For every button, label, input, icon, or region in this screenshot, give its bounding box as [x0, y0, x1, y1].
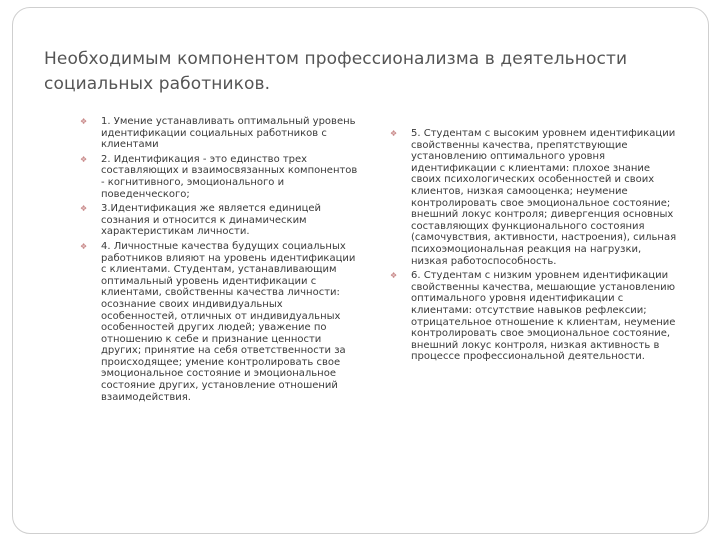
diamond-bullet-icon: ❖	[80, 117, 88, 126]
diamond-bullet-icon: ❖	[390, 271, 398, 281]
slide-title: Необходимым компонентом профессионализма в деятельности социальных работников.	[44, 49, 628, 94]
list-item	[80, 154, 360, 200]
list-item-text: 5. Студентам с высоким уровнем идентификации свойственны качества, препятствующие установлению оптимального уровня идентификации с клиентами: плохое знание своих психологических особенностей и своих клиентов, низкая самооценка; неумение контролировать свое эмоциональное состояние; внешний локус контроля; дивергенция основных составляющих функционального состояния (самочувствия, активности, настроения), сильная психоэмоциональная реакция на нагрузки, низкая работоспособность.	[411, 128, 677, 267]
diamond-bullet-icon: ❖	[80, 204, 88, 214]
list-item	[80, 116, 360, 151]
diamond-bullet-icon: ❖	[80, 241, 88, 251]
list-item-text: 4. Личностные качества будущих социальных работников влияют на уровень идентификации с клиентами. Студентам, устанавливающим оптимальный уровень идентификации с клиентами, свойственны качества личности: осознание своих индивидуальных особенностей, отличных от индивидуальных особенностей других людей; уважение по отношению к себе и признание ценности других; принятие на себя ответственности за происходящее; умение контролировать свое эмоциональное состояние и эмоциональное состояние других, установление отношений взаимодействия.	[101, 240, 356, 403]
list-item-text: 6. Студентам с низким уровнем идентификации свойственны качества, мешающие установлению оптимального уровня идентификации с клиентами: отсутствие навыков рефлексии; отрицательное отношение к клиентам, неумение контролировать свое эмоциональное состояние, внешний локус контроля, низкая активность в процессе профессиональной деятельности.	[411, 270, 676, 363]
right-bullet-list	[390, 128, 680, 366]
list-item	[390, 128, 680, 267]
diamond-bullet-icon: ❖	[390, 129, 398, 138]
list-item-text: 2. Идентификация - это единство трех составляющих и взаимосвязанных компонентов - когнитивного, эмоционального и поведенческого;	[101, 153, 358, 200]
list-item	[80, 203, 360, 238]
list-item-text: 3.Идентификация же является единицей сознания и относится к динамическим характеристикам личности.	[101, 203, 322, 238]
list-item	[390, 270, 680, 363]
list-item	[80, 241, 360, 403]
diamond-bullet-icon: ❖	[80, 154, 88, 164]
left-bullet-list	[80, 116, 360, 406]
list-item-text: 1. Умение устанавливать оптимальный уровень идентификации социальных работников с клиентами	[101, 116, 356, 151]
